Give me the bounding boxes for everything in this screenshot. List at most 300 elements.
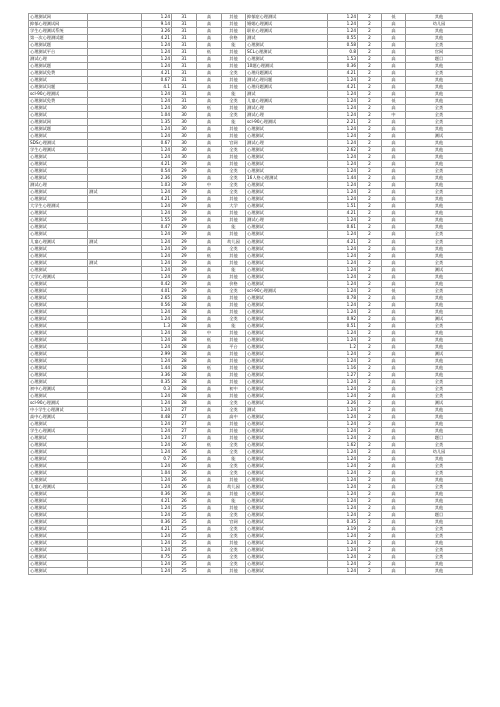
table-cell: 2 — [358, 463, 382, 470]
table-cell: 高 — [382, 554, 406, 561]
table-cell — [88, 350, 142, 357]
table-cell: 高 — [382, 273, 406, 280]
table-cell: 1.24 — [142, 329, 172, 336]
table-row — [29, 63, 473, 70]
table-cell: 25 — [172, 519, 197, 526]
table-cell: 其他 — [406, 329, 473, 336]
table-cell: 28 — [172, 343, 197, 350]
table-cell: 其他 — [406, 273, 473, 280]
table-cell: 2 — [358, 21, 382, 28]
table-cell: 心理测试题 — [29, 63, 88, 70]
table-cell: 高 — [197, 434, 222, 441]
table-cell: 2 — [358, 329, 382, 336]
table-cell: 高 — [197, 491, 222, 498]
table-cell: 心理测试 — [246, 378, 328, 385]
table-row — [29, 70, 473, 77]
table-cell — [88, 77, 142, 84]
table-cell: 2 — [358, 49, 382, 56]
table-cell: 高 — [382, 147, 406, 154]
table-cell: 31 — [172, 42, 197, 49]
table-cell: 1.24 — [142, 420, 172, 427]
table-row — [29, 322, 473, 329]
table-cell — [88, 329, 142, 336]
table-cell: 0.36 — [142, 519, 172, 526]
table-row — [29, 406, 473, 413]
table-row — [29, 252, 473, 259]
table-cell: 1.24 — [328, 561, 358, 568]
table-cell: 其他 — [406, 28, 473, 35]
table-cell: scl-90心理测试 — [29, 399, 88, 406]
table-cell: 2 — [358, 350, 382, 357]
table-cell: 高 — [382, 568, 406, 575]
table-cell: 1.24 — [142, 343, 172, 350]
table-cell: 心理测试 — [246, 266, 328, 273]
table-cell: 高 — [197, 203, 222, 210]
table-cell: 3.36 — [142, 371, 172, 378]
table-cell: 2 — [358, 252, 382, 259]
table-cell: 31 — [172, 49, 197, 56]
table-cell: 0.47 — [142, 224, 172, 231]
table-cell: 29 — [172, 203, 197, 210]
table-cell: 高 — [382, 427, 406, 434]
table-cell: 高 — [197, 63, 222, 70]
table-cell: 31 — [172, 63, 197, 70]
table-cell: 学生心理测试 — [29, 147, 88, 154]
table-cell: 其他 — [406, 252, 473, 259]
table-cell: 28 — [172, 308, 197, 315]
table-cell: 1.3 — [142, 322, 172, 329]
table-cell: 1.24 — [142, 91, 172, 98]
table-cell: 其他 — [222, 301, 246, 308]
table-cell — [88, 540, 142, 547]
table-cell: 心理测试 — [246, 385, 328, 392]
table-cell — [88, 519, 142, 526]
table-cell: 2 — [358, 182, 382, 189]
table-cell: 心理测试网 — [29, 14, 88, 21]
table-cell: 高 — [382, 280, 406, 287]
table-cell: 高 — [382, 42, 406, 49]
table-cell: 1.24 — [142, 512, 172, 519]
table-cell: 其他 — [406, 280, 473, 287]
table-row — [29, 484, 473, 491]
table-cell: 测试 — [246, 35, 328, 42]
table-cell: 1.62 — [328, 441, 358, 448]
table-cell: 高 — [382, 519, 406, 526]
table-cell: 其他 — [406, 35, 473, 42]
table-cell: 1.24 — [328, 568, 358, 575]
table-row — [29, 14, 473, 21]
table-cell: 2 — [358, 189, 382, 196]
table-cell: 1.24 — [142, 98, 172, 105]
table-row — [29, 420, 473, 427]
table-cell: 题目 — [406, 56, 473, 63]
table-cell: 2 — [358, 399, 382, 406]
table-cell: 高 — [197, 554, 222, 561]
table-cell: 1.24 — [142, 427, 172, 434]
table-cell: 1.24 — [142, 399, 172, 406]
table-cell: 儿童心理测试 — [246, 98, 328, 105]
table-cell: 2 — [358, 378, 382, 385]
table-cell: 心理测试 — [246, 147, 328, 154]
table-cell: 1.2 — [328, 343, 358, 350]
table-cell: 1.24 — [328, 448, 358, 455]
table-row — [29, 526, 473, 533]
table-cell: 1.24 — [328, 413, 358, 420]
table-cell: 1.24 — [142, 14, 172, 21]
table-cell: 1.55 — [142, 217, 172, 224]
table-cell: 全类 — [222, 245, 246, 252]
table-row — [29, 168, 473, 175]
table-cell: 能 — [222, 224, 246, 231]
table-cell: 能 — [222, 455, 246, 462]
table-cell: 2 — [358, 140, 382, 147]
table-cell: 29 — [172, 217, 197, 224]
table-cell: 题目 — [406, 512, 473, 519]
table-cell: 低 — [382, 98, 406, 105]
table-cell: 1.24 — [328, 540, 358, 547]
table-cell: 高 — [197, 84, 222, 91]
table-cell: 心理测试 — [246, 161, 328, 168]
table-cell: 官网 — [406, 49, 473, 56]
table-row — [29, 119, 473, 126]
table-cell: 0.48 — [142, 413, 172, 420]
table-cell: 高 — [197, 231, 222, 238]
table-cell: 心理测试 — [246, 463, 328, 470]
table-cell — [88, 455, 142, 462]
table-cell — [88, 561, 142, 568]
table-cell: 官网 — [222, 519, 246, 526]
table-row — [29, 463, 473, 470]
table-cell: 心理测试 — [29, 133, 88, 140]
table-cell: 2 — [358, 56, 382, 63]
table-cell: 高 — [197, 77, 222, 84]
table-cell — [88, 119, 142, 126]
table-cell: 心理测试 — [246, 329, 328, 336]
table-row — [29, 56, 473, 63]
table-cell: 其他 — [222, 357, 246, 364]
table-row — [29, 161, 473, 168]
table-cell — [88, 126, 142, 133]
table-cell: 高 — [197, 322, 222, 329]
table-row — [29, 147, 473, 154]
table-cell: 高 — [197, 35, 222, 42]
table-cell: 高 — [382, 126, 406, 133]
table-row — [29, 308, 473, 315]
table-cell: 高 — [197, 427, 222, 434]
table-cell: 29 — [172, 252, 197, 259]
table-cell: 高 — [197, 224, 222, 231]
table-cell: 高 — [197, 477, 222, 484]
table-cell: 31 — [172, 35, 197, 42]
table-cell: 1.24 — [328, 505, 358, 512]
table-cell: 心理测试 — [246, 427, 328, 434]
table-cell: 1.24 — [328, 477, 358, 484]
table-cell: 心理测试 — [29, 357, 88, 364]
table-cell: 婚姻心理测试 — [246, 21, 328, 28]
table-cell: 其他 — [406, 294, 473, 301]
table-cell: 大学 — [222, 203, 246, 210]
table-cell: 高 — [382, 540, 406, 547]
table-cell: 2 — [358, 568, 382, 575]
table-cell: 1.24 — [328, 28, 358, 35]
table-cell: 全类 — [222, 561, 246, 568]
table-cell: 其他 — [406, 161, 473, 168]
table-cell: 低 — [197, 441, 222, 448]
table-cell: 1.24 — [328, 512, 358, 519]
table-cell: 其他 — [222, 252, 246, 259]
table-cell: 9.14 — [142, 21, 172, 28]
table-cell: 高 — [382, 35, 406, 42]
table-cell: 2 — [358, 147, 382, 154]
table-cell: 其他 — [222, 427, 246, 434]
table-cell: 其他 — [222, 477, 246, 484]
table-cell: 1.24 — [328, 168, 358, 175]
table-cell: 高 — [382, 168, 406, 175]
table-cell: 中小学生心理测试 — [29, 406, 88, 413]
table-cell: 1.24 — [328, 533, 358, 540]
table-cell: 25 — [172, 568, 197, 575]
table-cell: 1.24 — [142, 231, 172, 238]
table-cell: 4.21 — [142, 498, 172, 505]
table-cell: 能 — [222, 119, 246, 126]
table-cell: 26 — [172, 441, 197, 448]
table-cell: 心理测试 — [246, 126, 328, 133]
table-cell: 心理测试 — [246, 505, 328, 512]
table-cell: 其他 — [406, 455, 473, 462]
table-cell: 高 — [382, 448, 406, 455]
table-cell: 高 — [197, 561, 222, 568]
table-cell: 1.24 — [142, 63, 172, 70]
table-cell: 其他 — [222, 540, 246, 547]
table-cell: 其他 — [222, 126, 246, 133]
table-cell: 2 — [358, 441, 382, 448]
table-cell: 其他 — [222, 378, 246, 385]
table-cell: 2 — [358, 161, 382, 168]
table-cell: 心理测试 — [246, 196, 328, 203]
table-cell: 1.44 — [142, 364, 172, 371]
table-cell: 2 — [358, 70, 382, 77]
table-cell: 2 — [358, 322, 382, 329]
table-cell: 高 — [197, 350, 222, 357]
table-cell: 心理测试 — [246, 203, 328, 210]
table-cell: 心理测试 — [246, 441, 328, 448]
table-cell: 1.24 — [142, 49, 172, 56]
table-cell: 31 — [172, 84, 197, 91]
table-cell: 其他 — [406, 498, 473, 505]
table-cell: 2 — [358, 217, 382, 224]
table-row — [29, 203, 473, 210]
table-cell: 2 — [358, 512, 382, 519]
table-cell: 其他 — [222, 308, 246, 315]
table-cell: 高 — [382, 175, 406, 182]
table-cell: 0.35 — [328, 519, 358, 526]
table-cell: 心理测试 — [29, 568, 88, 575]
table-cell — [88, 315, 142, 322]
table-cell: 全类 — [406, 119, 473, 126]
table-cell: 全类 — [406, 547, 473, 554]
table-cell: 4.21 — [328, 238, 358, 245]
table-cell: 29 — [172, 273, 197, 280]
table-row — [29, 364, 473, 371]
table-cell: 28 — [172, 364, 197, 371]
table-cell: 4.21 — [328, 210, 358, 217]
table-cell: 低 — [382, 287, 406, 294]
table-cell: 高 — [382, 413, 406, 420]
table-row — [29, 441, 473, 448]
table-cell: 高 — [197, 210, 222, 217]
table-cell — [88, 42, 142, 49]
table-cell: 高 — [197, 512, 222, 519]
table-cell: 2 — [358, 519, 382, 526]
table-cell: 心理测试 — [246, 526, 328, 533]
table-row — [29, 540, 473, 547]
table-cell: 心理测试 — [29, 533, 88, 540]
table-cell: 心理测试 — [246, 231, 328, 238]
table-cell: 心理测试 — [29, 498, 88, 505]
table-row — [29, 49, 473, 56]
table-cell: 心理测试 — [246, 280, 328, 287]
table-cell — [88, 505, 142, 512]
table-cell: 高中心理测试 — [29, 413, 88, 420]
table-cell: 26 — [172, 484, 197, 491]
table-cell: 26 — [172, 477, 197, 484]
table-cell — [88, 133, 142, 140]
table-cell: 高 — [382, 252, 406, 259]
table-cell: 28 — [172, 336, 197, 343]
table-cell: 1.24 — [328, 182, 358, 189]
table-cell: 31 — [172, 21, 197, 28]
table-cell — [88, 70, 142, 77]
table-cell: 其他 — [406, 519, 473, 526]
table-cell — [88, 287, 142, 294]
table-cell — [88, 498, 142, 505]
table-cell: 2 — [358, 561, 382, 568]
table-cell: 全类 — [406, 484, 473, 491]
table-cell: 高 — [197, 301, 222, 308]
table-cell — [88, 49, 142, 56]
table-cell: 高 — [197, 119, 222, 126]
table-cell: 高 — [197, 168, 222, 175]
table-row — [29, 427, 473, 434]
table-cell: 幼儿园 — [222, 484, 246, 491]
table-cell: 1.24 — [142, 266, 172, 273]
table-cell: 高 — [197, 133, 222, 140]
table-cell — [88, 364, 142, 371]
table-cell: 高 — [382, 378, 406, 385]
table-cell: 高 — [382, 245, 406, 252]
table-cell: 心理测试 — [246, 322, 328, 329]
table-cell: 全类 — [222, 554, 246, 561]
table-cell — [88, 378, 142, 385]
table-cell: 高 — [197, 21, 222, 28]
table-cell — [88, 112, 142, 119]
table-cell: 心理测试 — [29, 470, 88, 477]
table-cell: 其他 — [406, 336, 473, 343]
table-cell: 能 — [222, 42, 246, 49]
table-cell: 1.24 — [142, 210, 172, 217]
table-cell: 心理测试 — [246, 477, 328, 484]
table-cell: 1.24 — [328, 217, 358, 224]
table-cell: 2 — [358, 547, 382, 554]
table-cell: 全类 — [406, 322, 473, 329]
table-cell: 0.42 — [142, 280, 172, 287]
table-cell: 其他 — [406, 182, 473, 189]
table-cell: 其他 — [406, 406, 473, 413]
table-cell: 全类 — [222, 406, 246, 413]
table-cell — [88, 322, 142, 329]
table-cell: 28 — [172, 350, 197, 357]
table-cell: 1.24 — [142, 189, 172, 196]
table-cell: 高 — [382, 455, 406, 462]
table-cell: 高 — [197, 498, 222, 505]
table-cell: 高 — [197, 70, 222, 77]
table-cell: 1.24 — [328, 455, 358, 462]
table-row — [29, 133, 473, 140]
table-cell: SCL心理测试 — [246, 49, 328, 56]
table-cell: 2 — [358, 343, 382, 350]
table-cell — [88, 526, 142, 533]
table-cell: 心理测试 — [29, 154, 88, 161]
table-cell — [88, 266, 142, 273]
table-cell — [88, 477, 142, 484]
table-cell: 31 — [172, 98, 197, 105]
table-row — [29, 561, 473, 568]
table-cell: 1.24 — [328, 491, 358, 498]
table-cell: 2 — [358, 413, 382, 420]
table-cell — [88, 568, 142, 575]
table-cell: 2.99 — [142, 350, 172, 357]
table-cell: 其他 — [406, 203, 473, 210]
table-row — [29, 287, 473, 294]
table-cell: 1.24 — [142, 105, 172, 112]
table-cell: 1.24 — [328, 154, 358, 161]
table-cell: 测试 — [406, 315, 473, 322]
table-cell: 测试 — [406, 350, 473, 357]
table-cell: 25 — [172, 533, 197, 540]
table-cell: 2 — [358, 420, 382, 427]
table-cell: 测试心理 — [246, 217, 328, 224]
table-cell — [88, 161, 142, 168]
table-row — [29, 42, 473, 49]
table-cell: 低 — [197, 252, 222, 259]
table-cell: 28 — [172, 315, 197, 322]
table-cell: 高 — [382, 463, 406, 470]
table-cell: 高 — [197, 147, 222, 154]
table-cell: 全类 — [222, 168, 246, 175]
table-cell: 心理测试 — [246, 210, 328, 217]
table-cell: 心理测试 — [246, 547, 328, 554]
table-cell: 能 — [222, 322, 246, 329]
table-cell: 高 — [197, 385, 222, 392]
table-cell — [88, 343, 142, 350]
table-cell: 心理测试 — [29, 519, 88, 526]
table-cell: 高 — [382, 105, 406, 112]
table-cell: 低 — [197, 364, 222, 371]
table-cell: 2 — [358, 105, 382, 112]
table-row — [29, 21, 473, 28]
table-cell: 全类 — [406, 231, 473, 238]
table-cell: 2 — [358, 371, 382, 378]
table-cell: 26 — [172, 498, 197, 505]
table-cell: 心理测试 — [29, 322, 88, 329]
table-cell: 高 — [197, 357, 222, 364]
table-cell: 高 — [382, 196, 406, 203]
table-cell: 2 — [358, 301, 382, 308]
table-cell: 心理测试 — [246, 568, 328, 575]
table-cell: 1.24 — [328, 484, 358, 491]
table-cell: 2 — [358, 294, 382, 301]
table-cell: 29 — [172, 168, 197, 175]
